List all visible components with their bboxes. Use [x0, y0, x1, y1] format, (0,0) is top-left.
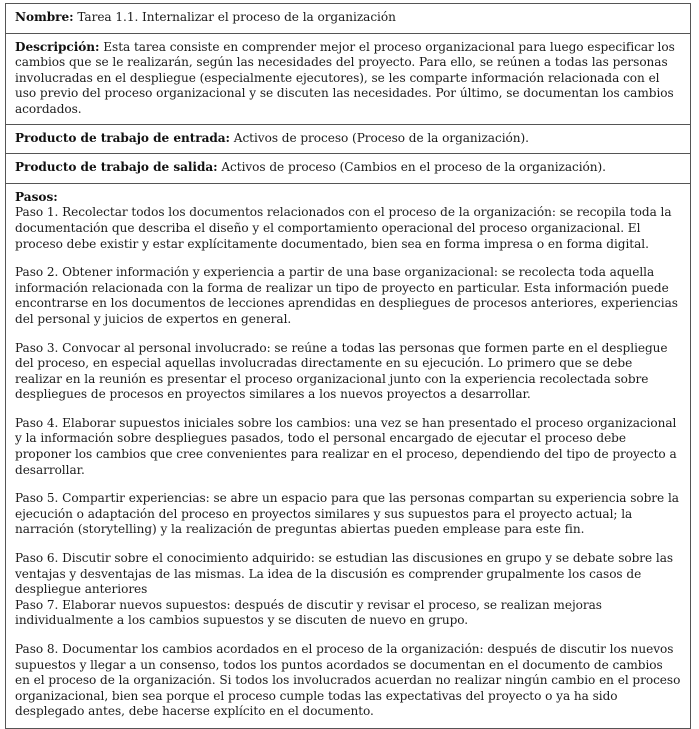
task-specification-table: [5, 3, 691, 729]
paso-8: Paso 8. Documentar los cambios acordados en el proceso de la organización: después de discutir los nuevos supuestos y llegar a un consenso, todos los puntos acordados se documentan en el documento de cambios en el proceso de la organización. Si todos los involucrados acuerdan no realizar ningún cambio en el proceso organizacional, bien sea porque el proceso cumple todas las expectativas del proyecto o ya ha sido desplegado antes, debe hacerse explícito en el documento.: [15, 642, 681, 719]
paso-4: Paso 4. Elaborar supuestos iniciales sobre los cambios: una vez se han presentado el proceso organizacional y la información sobre despliegues pasados, todo el personal encargado de ejecutar el proceso debe proponer los cambios que cree convenientes para realizar en el proceso, dependiendo del tipo de proyecto a desarrollar.: [15, 415, 677, 477]
nombre-line: [15, 10, 681, 26]
descripcion-line: [15, 40, 681, 118]
table-row-pasos: [6, 184, 690, 728]
table-row-producto-salida: [6, 154, 690, 184]
producto-salida-line: [15, 160, 681, 176]
table-row-nombre: [6, 4, 690, 34]
producto-salida-value: Activos de proceso (Cambios en el proceso de la organización).: [221, 160, 606, 175]
producto-entrada-line: [15, 131, 681, 147]
paso-5: Paso 5. Compartir experiencias: se abre un espacio para que las personas compartan su experiencia sobre la ejecución o adaptación del proceso en proyectos similares y sus supuestos para el proyecto actual; la narración (storytelling) y la realización de preguntas abiertas pueden emplease para este fin.: [15, 491, 679, 537]
descripcion-value: Esta tarea consiste en comprender mejor el proceso organizacional para luego especificar los cambios que se le realizarán, según las necesidades del proyecto. Para ello, se reúnen a todas las personas involucradas en el despliegue (especialmente ejecutores), se les comparte información relacionada con el uso previo del proceso organizacional y se discuten las necesidades. Por último, se documentan los cambios acordados.: [15, 39, 675, 116]
table-row-producto-entrada: [6, 125, 690, 155]
descripcion-label: Descripción:: [15, 39, 100, 54]
paso-1: Paso 1. Recolectar todos los documentos relacionados con el proceso de la organización: se recopila toda la documentación que describa el diseño y el comportamiento operacional del proceso organizacional. El proceso debe existir y estar explícitamente documentado, bien sea en forma impresa o en forma digital.: [15, 205, 672, 251]
nombre-label: Nombre:: [15, 10, 74, 24]
paso-2: Paso 2. Obtener información y experiencia a partir de una base organizacional: se recolecta toda aquella información relacionada con la forma de realizar un tipo de proyecto en particular. Esta información puede encontrarse en los documentos de lecciones aprendidas en despliegues de procesos anteriores, experiencias del personal y juicios de expertos en general.: [15, 265, 678, 326]
paso-6: Paso 6. Discutir sobre el conocimiento adquirido: se estudian las discusiones en grupo y se debate sobre las ventajas y desventajas de las mismas. La idea de la discusión es comprender grupalmente los casos de despliegue anteriores: [15, 551, 674, 597]
paso-7: Paso 7. Elaborar nuevos supuestos: después de discutir y revisar el proceso, se realizan mejoras individualmente a los cambios supuestos y se discuten de nuevo en grupo.: [15, 597, 602, 628]
producto-salida-label: Producto de trabajo de salida:: [15, 160, 218, 175]
producto-entrada-label: Producto de trabajo de entrada:: [15, 130, 230, 145]
table-row-descripcion: [6, 34, 690, 125]
paso-3: Paso 3. Convocar al personal involucrado: se reúne a todas las personas que formen parte en el despliegue del proceso, en especial aquellas involucradas directamente en su ejecución. Lo primero que se debe realizar en la reunión es presentar el proceso organizacional junto con la experiencia recolectada sobre despliegues de procesos en proyectos similares a los nuevos proyectos a desarrollar.: [15, 340, 668, 402]
producto-entrada-value: Activos de proceso (Proceso de la organización).: [233, 130, 529, 145]
nombre-value: Tarea 1.1. Internalizar el proceso de la organización: [77, 10, 396, 24]
pasos-heading: Pasos:: [15, 189, 58, 204]
